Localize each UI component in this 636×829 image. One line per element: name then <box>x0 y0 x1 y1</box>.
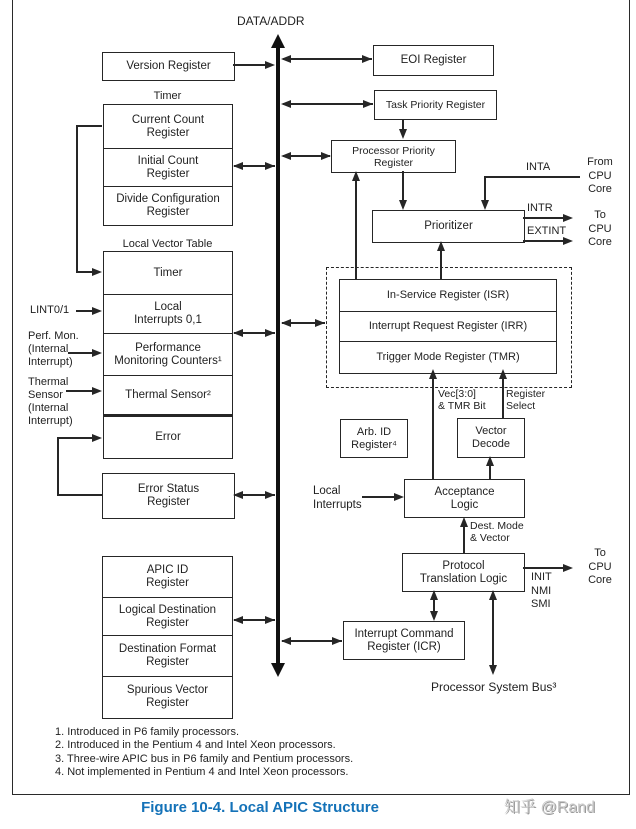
timer-group-title: Timer <box>153 90 182 102</box>
connector-line <box>489 466 491 479</box>
to-cpu-core-label: To CPU Core <box>588 209 612 248</box>
arrowhead <box>265 162 275 170</box>
arrowhead <box>233 329 243 337</box>
from-cpu-core-label: From CPU Core <box>587 156 613 195</box>
arrowhead <box>430 590 438 600</box>
arrowhead <box>399 200 407 210</box>
connector-line <box>523 217 563 219</box>
timer-row-initial-count: Initial Count Register <box>103 148 233 188</box>
connector-line <box>57 437 59 496</box>
arrowhead <box>233 162 243 170</box>
apic-row-spurious-vector: Spurious Vector Register <box>102 676 233 719</box>
timer-register-table <box>103 104 233 226</box>
arrowhead <box>437 241 445 251</box>
acceptance-logic-box: Acceptance Logic <box>404 479 525 518</box>
version-register-box: Version Register <box>102 52 235 81</box>
local-vector-table <box>103 251 233 459</box>
connector-line <box>57 437 92 439</box>
timer-row-current-count: Current Count Register <box>103 104 233 149</box>
row-in-service-register: In-Service Register (ISR) <box>339 279 557 312</box>
arrowhead <box>563 564 573 572</box>
data-addr-bus-line <box>276 44 280 664</box>
error-status-register-box: Error Status Register <box>102 473 235 519</box>
apic-row-destination-format: Destination Format Register <box>102 635 233 677</box>
arrowhead <box>486 456 494 466</box>
connector-line <box>76 125 102 127</box>
lvt-row-thermal-sensor: Thermal Sensor² <box>103 375 233 416</box>
arrowhead <box>265 61 275 69</box>
task-priority-register-box: Task Priority Register <box>374 90 497 120</box>
init-nmi-smi-label: INIT NMI SMI <box>531 571 552 610</box>
lvt-row-local-interrupts: Local Interrupts 0,1 <box>103 294 233 335</box>
connector-line <box>492 600 494 667</box>
arrowhead <box>489 665 497 675</box>
connector-line <box>355 181 357 279</box>
arrowhead <box>394 493 404 501</box>
connector-line <box>402 171 404 201</box>
connector-line <box>502 379 504 418</box>
dest-mode-vector-label: Dest. Mode & Vector <box>470 520 524 544</box>
arrowhead <box>281 100 291 108</box>
extint-label: EXTINT <box>527 225 567 237</box>
arb-id-register-box: Arb. ID Register⁴ <box>340 419 408 458</box>
protocol-translation-logic-box: Protocol Translation Logic <box>402 553 525 592</box>
connector-line <box>484 176 486 201</box>
apic-row-logical-destination: Logical Destination Register <box>102 597 233 637</box>
figure-caption: Figure 10-4. Local APIC Structure <box>141 799 379 816</box>
arrowhead <box>315 319 325 327</box>
eoi-register-box: EOI Register <box>373 45 494 76</box>
connector-line <box>484 176 580 178</box>
apic-register-table <box>102 556 233 719</box>
connector-line <box>283 58 372 60</box>
lvt-title: Local Vector Table <box>122 238 213 250</box>
arrowhead <box>499 369 507 379</box>
bus-label: DATA/ADDR <box>237 14 305 28</box>
connector-line <box>523 240 563 242</box>
connector-line <box>283 103 373 105</box>
arrowhead <box>429 369 437 379</box>
arrowhead <box>352 171 360 181</box>
perf-mon-label: Perf. Mon. (Internal Interrupt) <box>28 330 79 368</box>
arrowhead <box>563 214 573 222</box>
connector-line <box>523 567 563 569</box>
arrowhead <box>460 517 468 527</box>
vector-decode-box: Vector Decode <box>457 418 525 458</box>
arrowhead <box>233 616 243 624</box>
connector-line <box>68 352 92 354</box>
footnotes: 1. Introduced in P6 family processors. 2. Introduced in the Pentium 4 and Intel Xeon processors. 3. Three-wire APIC bus in P6 family and Pentium processors. 4. Not implemented in Pentium 4 and Intel Xeon processors. <box>55 726 354 778</box>
arrowhead <box>233 491 243 499</box>
arrowhead <box>265 329 275 337</box>
connector-line <box>233 64 266 66</box>
arrowhead <box>281 152 291 160</box>
row-interrupt-request-register: Interrupt Request Register (IRR) <box>339 311 557 343</box>
arrowhead <box>321 152 331 160</box>
connector-line <box>66 390 92 392</box>
arrowhead <box>332 637 342 645</box>
thermal-sensor-label: Thermal Sensor (Internal Interrupt) <box>28 376 73 427</box>
inta-label: INTA <box>526 161 551 173</box>
vec-tmr-bit-label: Vec[3:0] & TMR Bit <box>438 388 486 412</box>
apic-row-apic-id: APIC ID Register <box>102 556 233 598</box>
connector-line <box>432 379 434 479</box>
arrowhead <box>92 434 102 442</box>
interrupt-command-register-box: Interrupt Command Register (ICR) <box>343 621 465 660</box>
lint01-label: LINT0/1 <box>30 304 70 316</box>
arrowhead <box>92 307 102 315</box>
arrowhead <box>489 590 497 600</box>
connector-line <box>463 527 465 553</box>
arrowhead <box>563 237 573 245</box>
timer-row-divide-configuration: Divide Configuration Register <box>103 186 233 226</box>
row-trigger-mode-register: Trigger Mode Register (TMR) <box>339 341 557 374</box>
arrowhead <box>265 491 275 499</box>
connector-line <box>57 494 102 496</box>
intr-label: INTR <box>527 202 553 214</box>
connector-line <box>440 251 442 279</box>
register-select-label: Register Select <box>506 388 546 412</box>
arrowhead <box>430 611 438 621</box>
arrowhead <box>399 129 407 139</box>
bus-arrowhead-down <box>271 663 285 677</box>
isr-irr-tmr-table <box>339 279 557 374</box>
arrowhead <box>92 268 102 276</box>
processor-priority-register-box: Processor Priority Register <box>331 140 456 173</box>
arrowhead <box>281 319 291 327</box>
local-interrupts-label: Local Interrupts <box>313 485 362 511</box>
processor-system-bus-label: Processor System Bus³ <box>431 680 557 694</box>
arrowhead <box>265 616 275 624</box>
arrowhead <box>362 55 372 63</box>
prioritizer-box: Prioritizer <box>372 210 525 243</box>
arrowhead <box>281 637 291 645</box>
connector-line <box>362 496 394 498</box>
connector-line <box>76 310 92 312</box>
arrowhead <box>281 55 291 63</box>
arrowhead <box>363 100 373 108</box>
lvt-row-performance-counters: Performance Monitoring Counters¹ <box>103 333 233 376</box>
lvt-row-timer: Timer <box>103 251 233 295</box>
arrowhead <box>92 387 102 395</box>
watermark: 知乎 @Rand <box>504 799 595 816</box>
arrowhead <box>481 200 489 210</box>
connector-line <box>76 271 92 273</box>
connector-line <box>76 125 78 273</box>
arrowhead <box>92 349 102 357</box>
to-cpu-core-label-2: To CPU Core <box>588 547 612 586</box>
lvt-row-error: Error <box>103 414 233 459</box>
